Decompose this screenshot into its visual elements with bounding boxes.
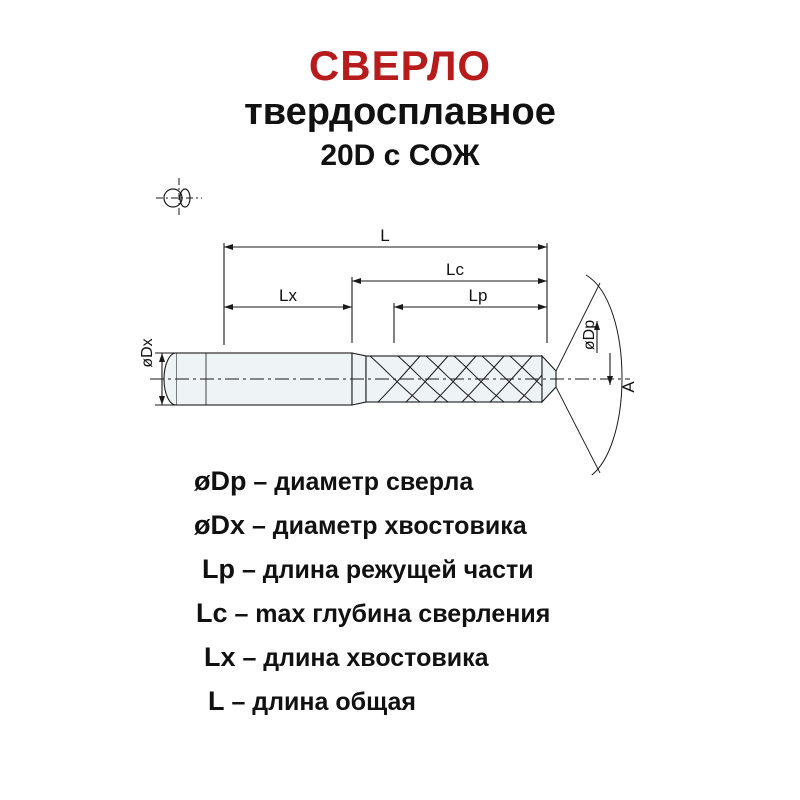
dimension-label-Lp: Lp (468, 286, 488, 305)
legend-symbol: øDx (194, 510, 246, 540)
list-item (182, 512, 742, 539)
page-subtitle-1: твердосплавное (244, 91, 556, 134)
drill-technical-drawing (0, 225, 800, 475)
dimension-label-Lc: Lc (446, 260, 464, 279)
point-angle-arc (586, 275, 622, 475)
list-item (182, 688, 742, 715)
title-block (0, 44, 800, 174)
legend-list (182, 468, 742, 732)
legend-symbol: L (208, 686, 225, 716)
legend-description: – длина хвостовика (235, 644, 489, 672)
dimension-label-L: L (380, 226, 390, 245)
legend-symbol: Lc (196, 598, 228, 628)
page-subtitle-2: 20D с СОЖ (320, 138, 480, 172)
dimension-label-angle: A (619, 381, 638, 393)
legend-description: – диаметр хвостовика (245, 512, 527, 540)
dimension-label-Dx: øDx (139, 338, 156, 368)
dimension-label-Lx: Lx (279, 286, 297, 305)
list-item (182, 600, 742, 627)
dimension-label-Dp: øDp (581, 319, 598, 351)
legend-description: – max глубина сверления (227, 600, 551, 628)
legend-description: – длина режущей части (235, 556, 534, 584)
legend-symbol: Lx (204, 642, 236, 672)
legend-symbol: Lp (202, 554, 235, 584)
legend-symbol: øDp (194, 466, 247, 496)
list-item (182, 644, 742, 671)
legend-description: – диаметр сверла (246, 468, 474, 496)
legend-description: – длина общая (224, 688, 416, 716)
list-item (182, 556, 742, 583)
list-item (182, 468, 742, 495)
page-title: СВЕРЛО (308, 42, 492, 89)
projection-symbol-icon (152, 176, 206, 220)
